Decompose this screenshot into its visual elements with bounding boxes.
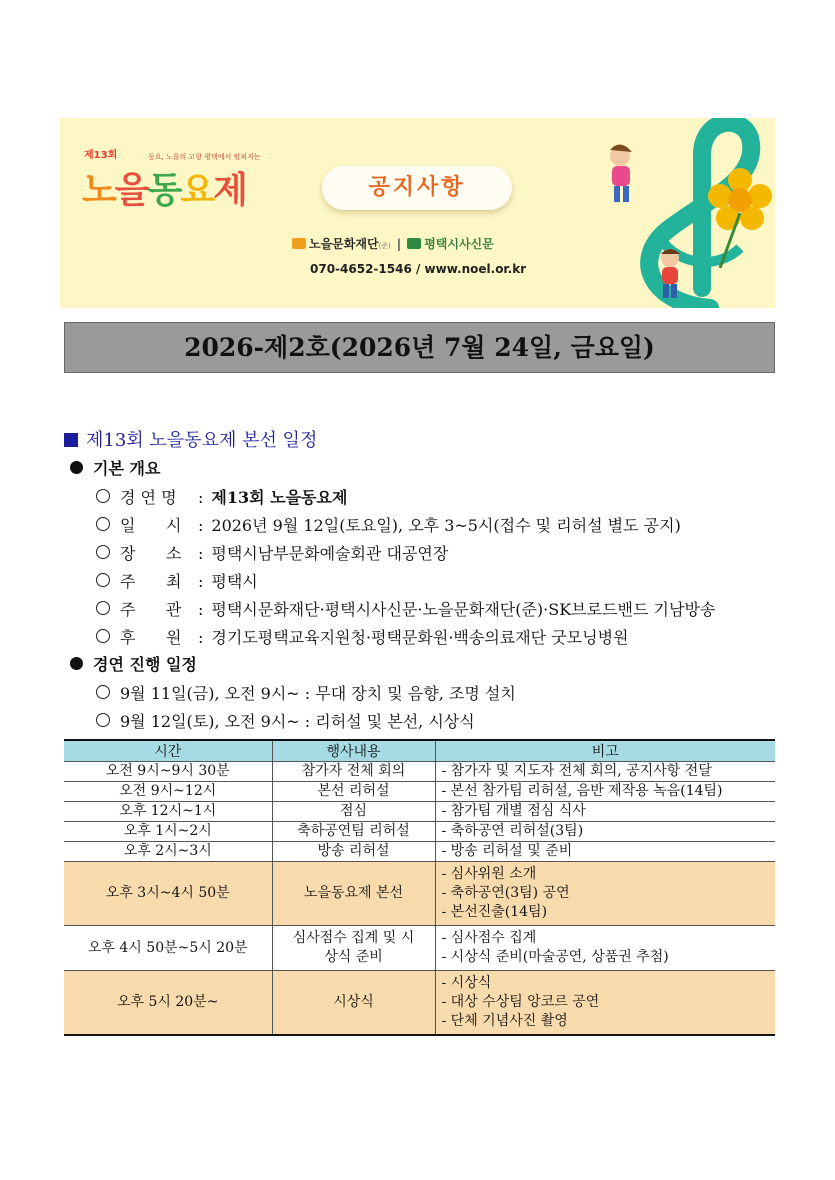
circle-bullet-icon <box>96 685 110 699</box>
circle-bullet-icon <box>96 517 110 531</box>
row-label: 일 시 <box>120 516 182 535</box>
row-value: 2026년 9월 12일(토요일), 오후 3~5시(접수 및 리허설 별도 공지) <box>211 516 681 535</box>
circle-bullet-icon <box>96 489 110 503</box>
overview-row-host: 주 최 : 평택시 <box>96 569 258 592</box>
overview-row-venue: 장 소 : 평택시남부문화예술회관 대공연장 <box>96 541 448 564</box>
row-label: 후 원 <box>120 628 182 647</box>
row-label: 경 연 명 <box>120 488 177 507</box>
logo-char: 을 <box>114 170 148 211</box>
org2-name: 평택시사신문 <box>424 237 494 251</box>
circle-bullet-icon <box>96 713 110 727</box>
progress-item-text: 9월 12일(토), 오전 9시~ : 리허설 및 본선, 시상식 <box>120 712 475 731</box>
cell-event: 심사점수 집계 및 시상식 준비 <box>272 926 435 971</box>
logo-char: 요 <box>180 170 214 211</box>
cell-time: 오후 5시 20분~ <box>64 971 272 1036</box>
table-row <box>64 926 775 971</box>
overview-row-datetime: 일 시 : 2026년 9월 12일(토요일), 오후 3~5시(접수 및 리허설 별도 공지) <box>96 513 681 536</box>
remark-line: - 참가자 및 지도자 전체 회의, 공지사항 전달 <box>441 763 712 779</box>
row-value: 제13회 노을동요제 <box>211 488 348 507</box>
circle-bullet-icon <box>96 629 110 643</box>
remark-line: - 본선진출(14팀) <box>441 904 548 920</box>
table-row <box>64 822 775 842</box>
row-value: 평택시 <box>211 572 258 591</box>
logo-edition: 제13회 <box>84 150 118 161</box>
logo-char: 제 <box>213 170 246 211</box>
row-label: 장 소 <box>120 544 182 563</box>
cell-event: 축하공연팀 리허설 <box>272 822 435 842</box>
noel-foundation-logo-icon <box>292 238 306 249</box>
music-note-illustration <box>590 118 775 308</box>
cell-remarks <box>435 762 775 782</box>
child-figure-icon <box>610 144 632 202</box>
column-header-remarks: 비고 <box>435 740 775 762</box>
section-title <box>64 426 317 452</box>
row-value: 평택시남부문화예술회관 대공연장 <box>211 544 449 563</box>
table-row <box>64 782 775 802</box>
remark-line: - 참가팀 개별 점심 식사 <box>441 803 586 819</box>
heading-text: 경연 진행 일정 <box>93 655 197 674</box>
organizer-line <box>292 235 572 252</box>
table-row <box>64 842 775 862</box>
progress-item <box>96 681 516 704</box>
festival-logo <box>82 162 246 213</box>
cell-remarks <box>435 822 775 842</box>
cell-time: 오후 3시~4시 50분 <box>64 862 272 926</box>
cell-event: 점심 <box>272 802 435 822</box>
remark-line: - 심사점수 집계 <box>441 930 537 946</box>
basic-overview-heading <box>70 456 160 479</box>
progress-item-text: 9월 11일(금), 오전 9시~ : 무대 장치 및 음향, 조명 설치 <box>120 684 516 703</box>
table-row <box>64 762 775 782</box>
logo-char: 동 <box>147 170 181 211</box>
cell-time: 오후 4시 50분~5시 20분 <box>64 926 272 971</box>
table-header-row <box>64 740 775 762</box>
overview-row-sponsor: 후 원 : 경기도평택교육지원청·평택문화원·백송의료재단 굿모닝병원 <box>96 625 629 648</box>
square-bullet-icon <box>64 433 78 447</box>
cell-time: 오전 9시~12시 <box>64 782 272 802</box>
remark-line: - 단체 기념사진 촬영 <box>441 1013 568 1029</box>
newspaper-logo-icon <box>407 238 421 249</box>
cell-event: 본선 리허설 <box>272 782 435 802</box>
column-header-time: 시간 <box>64 740 272 762</box>
org-separator: | <box>396 237 402 251</box>
remark-line: - 시상식 준비(마술공연, 상품권 추첨) <box>441 949 669 965</box>
row-value: 평택시문화재단·평택시사신문·노을문화재단(준)·SK브로드밴드 기남방송 <box>211 600 716 619</box>
remark-line: - 축하공연(3팀) 공연 <box>441 885 570 901</box>
logo-slogan: 동요, 노을의 고향 평택에서 펼쳐지는 <box>148 153 261 161</box>
cell-remarks <box>435 971 775 1036</box>
progress-item <box>96 709 475 732</box>
table-row <box>64 802 775 822</box>
cell-time: 오후 1시~2시 <box>64 822 272 842</box>
header-banner <box>60 118 775 308</box>
remark-line: - 시상식 <box>441 975 492 991</box>
filled-bullet-icon <box>70 657 83 670</box>
remark-line: - 심사위원 소개 <box>441 866 537 882</box>
heading-text: 기본 개요 <box>93 459 161 478</box>
cell-remarks <box>435 802 775 822</box>
row-label: 주 관 <box>120 600 182 619</box>
cell-remarks <box>435 862 775 926</box>
overview-row-name: 경 연 명 : 제13회 노을동요제 <box>96 485 347 508</box>
circle-bullet-icon <box>96 601 110 615</box>
cell-event: 참가자 전체 회의 <box>272 762 435 782</box>
row-value: 경기도평택교육지원청·평택문화원·백송의료재단 굿모닝병원 <box>211 628 629 647</box>
remark-line: - 축하공연 리허설(3팀) <box>441 823 584 839</box>
contact-info: 070-4652-1546 / www.noel.or.kr <box>310 262 527 276</box>
cell-remarks <box>435 842 775 862</box>
remark-line: - 대상 수상팀 앙코르 공연 <box>441 994 600 1010</box>
section-title-text: 제13회 노을동요제 본선 일정 <box>86 430 318 451</box>
cell-time: 오후 12시~1시 <box>64 802 272 822</box>
org1-name: 노을문화재단 <box>309 237 379 251</box>
remark-line: - 본선 참가팀 리허설, 음반 제작용 녹음(14팀) <box>441 783 723 799</box>
overview-row-organizer: 주 관 : 평택시문화재단·평택시사신문·노을문화재단(준)·SK브로드밴드 기남방송 <box>96 597 715 620</box>
schedule-table <box>64 739 775 1036</box>
org1-suffix: (준) <box>378 242 391 250</box>
issue-number-bar: 2026-제2호(2026년 7월 24일, 금요일) <box>64 322 775 373</box>
table-row <box>64 971 775 1036</box>
progress-schedule-heading <box>70 652 197 675</box>
row-label: 주 최 <box>120 572 182 591</box>
logo-char: 노 <box>82 170 115 211</box>
cell-time: 오후 2시~3시 <box>64 842 272 862</box>
cell-remarks <box>435 782 775 802</box>
filled-bullet-icon <box>70 461 83 474</box>
cell-time: 오전 9시~9시 30분 <box>64 762 272 782</box>
column-header-event: 행사내용 <box>272 740 435 762</box>
remark-line: - 방송 리허설 및 준비 <box>441 843 573 859</box>
cell-event: 노을동요제 본선 <box>272 862 435 926</box>
circle-bullet-icon <box>96 573 110 587</box>
notice-label: 공지사항 <box>322 166 512 210</box>
circle-bullet-icon <box>96 545 110 559</box>
table-row <box>64 862 775 926</box>
cell-event: 방송 리허설 <box>272 842 435 862</box>
cell-event: 시상식 <box>272 971 435 1036</box>
cell-remarks <box>435 926 775 971</box>
